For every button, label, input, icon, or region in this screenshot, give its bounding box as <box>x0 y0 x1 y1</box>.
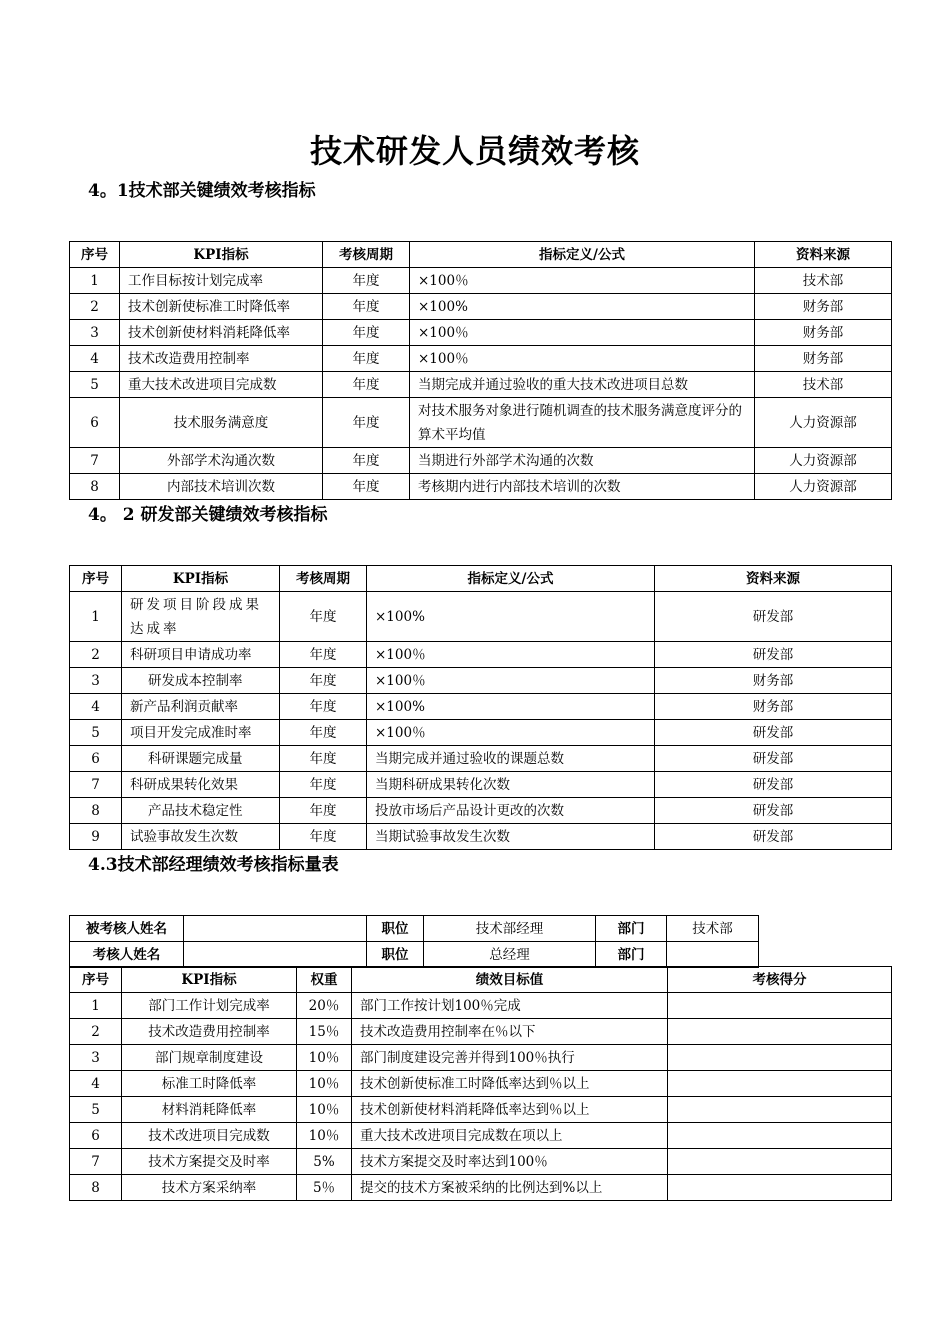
cell-score <box>668 1175 892 1201</box>
cell-index: 2 <box>70 1019 122 1045</box>
cell-kpi: 科研项目申请成功率 <box>122 642 280 668</box>
cell-index: 8 <box>70 474 120 500</box>
cell-score <box>668 1149 892 1175</box>
col-header-target: 绩效目标值 <box>352 967 668 993</box>
table-row <box>70 1019 892 1045</box>
cell-weight: 10％ <box>297 1071 352 1097</box>
cell-index: 5 <box>70 720 122 746</box>
cell-source: 财务部 <box>755 346 892 372</box>
cell-index: 9 <box>70 824 122 850</box>
cell-kpi: 工作目标按计划完成率 <box>120 268 323 294</box>
cell-kpi: 技术改造费用控制率 <box>122 1019 297 1045</box>
cell-source: 人力资源部 <box>755 398 892 448</box>
cell-period: 年度 <box>280 668 367 694</box>
cell-score <box>668 1019 892 1045</box>
cell-kpi: 材料消耗降低率 <box>122 1097 297 1123</box>
cell-period: 年度 <box>280 720 367 746</box>
cell-target: 技术方案提交及时率达到100％ <box>352 1149 668 1175</box>
cell-definition: ×100％ <box>367 720 655 746</box>
table-row <box>70 320 892 346</box>
cell-score <box>668 1123 892 1149</box>
col-header-kpi: KPI指标 <box>122 967 297 993</box>
assessee-position-value: 技术部经理 <box>424 916 596 942</box>
cell-definition: ×100％ <box>367 668 655 694</box>
cell-kpi: 新产品利润贡献率 <box>122 694 280 720</box>
cell-index: 4 <box>70 1071 122 1097</box>
assessor-name-value <box>184 942 367 968</box>
cell-period: 年度 <box>280 824 367 850</box>
table-row <box>70 772 892 798</box>
cell-index: 3 <box>70 1045 122 1071</box>
cell-period: 年度 <box>323 346 410 372</box>
col-header-kpi: KPI指标 <box>122 566 280 592</box>
table-row <box>70 474 892 500</box>
assessee-row <box>70 916 759 942</box>
cell-target: 技术创新使标准工时降低率达到％以上 <box>352 1071 668 1097</box>
cell-index: 6 <box>70 746 122 772</box>
cell-definition: ×100％ <box>367 642 655 668</box>
cell-target: 技术改造费用控制率在％以下 <box>352 1019 668 1045</box>
cell-index: 6 <box>70 1123 122 1149</box>
col-header-definition: 指标定义/公式 <box>410 242 755 268</box>
cell-index: 1 <box>70 592 122 642</box>
cell-kpi: 外部学术沟通次数 <box>120 448 323 474</box>
assessor-name-label: 考核人姓名 <box>70 942 184 968</box>
cell-index: 7 <box>70 1149 122 1175</box>
section-1-heading: 4。1技术部关键绩效考核指标 <box>88 181 316 201</box>
cell-weight: 10％ <box>297 1123 352 1149</box>
table-row <box>70 448 892 474</box>
cell-kpi: 技术方案提交及时率 <box>122 1149 297 1175</box>
cell-kpi: 技术创新使标准工时降低率 <box>120 294 323 320</box>
col-header-period: 考核周期 <box>280 566 367 592</box>
table-row <box>70 1071 892 1097</box>
col-header-definition: 指标定义/公式 <box>367 566 655 592</box>
assessor-row <box>70 942 759 968</box>
cell-index: 3 <box>70 668 122 694</box>
cell-index: 4 <box>70 346 120 372</box>
cell-kpi: 内部技术培训次数 <box>120 474 323 500</box>
cell-source: 财务部 <box>755 320 892 346</box>
cell-source: 研发部 <box>655 772 892 798</box>
cell-kpi: 产品技术稳定性 <box>122 798 280 824</box>
table-row <box>70 1149 892 1175</box>
cell-source: 人力资源部 <box>755 448 892 474</box>
cell-kpi: 研发成本控制率 <box>122 668 280 694</box>
cell-source: 研发部 <box>655 798 892 824</box>
col-header-score: 考核得分 <box>668 967 892 993</box>
assessor-position-label: 职位 <box>367 942 424 968</box>
cell-definition: 对技术服务对象进行随机调查的技术服务满意度评分的算术平均值 <box>410 398 755 448</box>
cell-index: 6 <box>70 398 120 448</box>
cell-definition: 当期科研成果转化次数 <box>367 772 655 798</box>
assessee-name-value <box>184 916 367 942</box>
cell-period: 年度 <box>280 642 367 668</box>
cell-target: 提交的技术方案被采纳的比例达到%以上 <box>352 1175 668 1201</box>
cell-kpi: 技术服务满意度 <box>120 398 323 448</box>
cell-index: 3 <box>70 320 120 346</box>
cell-definition: ×100% <box>367 592 655 642</box>
cell-definition: 当期试验事故发生次数 <box>367 824 655 850</box>
cell-source: 技术部 <box>755 268 892 294</box>
section-3-heading: 4.3技术部经理绩效考核指标量表 <box>88 855 339 875</box>
cell-weight: 20％ <box>297 993 352 1019</box>
cell-weight: 5％ <box>297 1175 352 1201</box>
col-header-period: 考核周期 <box>323 242 410 268</box>
cell-index: 5 <box>70 1097 122 1123</box>
cell-index: 8 <box>70 1175 122 1201</box>
cell-kpi: 重大技术改进项目完成数 <box>120 372 323 398</box>
cell-source: 研发部 <box>655 746 892 772</box>
cell-kpi: 技术创新使材料消耗降低率 <box>120 320 323 346</box>
cell-source: 技术部 <box>755 372 892 398</box>
cell-kpi: 技术改进项目完成数 <box>122 1123 297 1149</box>
table-header-row <box>70 967 892 993</box>
cell-period: 年度 <box>280 798 367 824</box>
cell-definition: 考核期内进行内部技术培训的次数 <box>410 474 755 500</box>
cell-period: 年度 <box>323 448 410 474</box>
cell-period: 年度 <box>323 398 410 448</box>
cell-index: 2 <box>70 294 120 320</box>
col-header-weight: 权重 <box>297 967 352 993</box>
cell-score <box>668 1045 892 1071</box>
cell-target: 重大技术改进项目完成数在项以上 <box>352 1123 668 1149</box>
kpi-table-tech-manager <box>69 966 892 1201</box>
section-2-heading: 4。 2 研发部关键绩效考核指标 <box>88 505 328 525</box>
cell-index: 4 <box>70 694 122 720</box>
table-row <box>70 268 892 294</box>
cell-source: 研发部 <box>655 642 892 668</box>
cell-kpi: 部门工作计划完成率 <box>122 993 297 1019</box>
cell-period: 年度 <box>323 372 410 398</box>
table-row <box>70 694 892 720</box>
table-row <box>70 746 892 772</box>
table-row <box>70 1045 892 1071</box>
cell-period: 年度 <box>280 772 367 798</box>
cell-weight: 15％ <box>297 1019 352 1045</box>
cell-definition: ×100％ <box>410 320 755 346</box>
assessor-dept-label: 部门 <box>596 942 667 968</box>
cell-kpi: 标准工时降低率 <box>122 1071 297 1097</box>
cell-index: 2 <box>70 642 122 668</box>
assessee-position-label: 职位 <box>367 916 424 942</box>
cell-period: 年度 <box>280 694 367 720</box>
cell-score <box>668 993 892 1019</box>
assessee-name-label: 被考核人姓名 <box>70 916 184 942</box>
cell-definition: ×100％ <box>410 268 755 294</box>
cell-source: 研发部 <box>655 720 892 746</box>
kpi-table-tech-dept <box>69 241 892 500</box>
table-row <box>70 720 892 746</box>
cell-source: 研发部 <box>655 824 892 850</box>
cell-period: 年度 <box>323 268 410 294</box>
table-row <box>70 1123 892 1149</box>
assessor-dept-value <box>667 942 759 968</box>
col-header-source: 资料来源 <box>755 242 892 268</box>
cell-kpi: 试验事故发生次数 <box>122 824 280 850</box>
cell-definition: 投放市场后产品设计更改的次数 <box>367 798 655 824</box>
cell-period: 年度 <box>280 592 367 642</box>
cell-period: 年度 <box>323 474 410 500</box>
cell-source: 财务部 <box>655 668 892 694</box>
cell-kpi: 技术方案采纳率 <box>122 1175 297 1201</box>
cell-kpi: 科研课题完成量 <box>122 746 280 772</box>
cell-score <box>668 1097 892 1123</box>
table-row <box>70 798 892 824</box>
assessee-dept-label: 部门 <box>596 916 667 942</box>
cell-target: 部门制度建设完善并得到100％执行 <box>352 1045 668 1071</box>
cell-index: 1 <box>70 993 122 1019</box>
cell-period: 年度 <box>323 294 410 320</box>
cell-kpi: 部门规章制度建设 <box>122 1045 297 1071</box>
cell-index: 7 <box>70 448 120 474</box>
cell-target: 技术创新使材料消耗降低率达到％以上 <box>352 1097 668 1123</box>
cell-definition: 当期完成并通过验收的重大技术改进项目总数 <box>410 372 755 398</box>
table-row <box>70 346 892 372</box>
cell-definition: ×100% <box>367 694 655 720</box>
col-header-index: 序号 <box>70 967 122 993</box>
table-row <box>70 824 892 850</box>
cell-index: 7 <box>70 772 122 798</box>
cell-index: 5 <box>70 372 120 398</box>
cell-kpi: 科研成果转化效果 <box>122 772 280 798</box>
table-row <box>70 1097 892 1123</box>
cell-weight: 5% <box>297 1149 352 1175</box>
cell-index: 1 <box>70 268 120 294</box>
kpi-table-rd-dept <box>69 565 892 850</box>
assessee-info-table <box>69 915 759 968</box>
cell-kpi: 研发项目阶段成果达成率 <box>122 592 280 642</box>
cell-kpi: 项目开发完成准时率 <box>122 720 280 746</box>
table-row <box>70 294 892 320</box>
cell-source: 人力资源部 <box>755 474 892 500</box>
table-header-row <box>70 566 892 592</box>
col-header-index: 序号 <box>70 242 120 268</box>
cell-target: 部门工作按计划100％完成 <box>352 993 668 1019</box>
col-header-index: 序号 <box>70 566 122 592</box>
cell-definition: 当期完成并通过验收的课题总数 <box>367 746 655 772</box>
cell-index: 8 <box>70 798 122 824</box>
cell-source: 财务部 <box>755 294 892 320</box>
table-row <box>70 642 892 668</box>
table-row <box>70 592 892 642</box>
page-title: 技术研发人员绩效考核 <box>309 132 640 170</box>
col-header-kpi: KPI指标 <box>120 242 323 268</box>
cell-source: 研发部 <box>655 592 892 642</box>
assessor-position-value: 总经理 <box>424 942 596 968</box>
cell-weight: 10％ <box>297 1045 352 1071</box>
cell-weight: 10％ <box>297 1097 352 1123</box>
cell-source: 财务部 <box>655 694 892 720</box>
cell-definition: ×100% <box>410 294 755 320</box>
table-header-row <box>70 242 892 268</box>
table-row <box>70 1175 892 1201</box>
assessee-dept-value: 技术部 <box>667 916 759 942</box>
cell-period: 年度 <box>323 320 410 346</box>
table-row <box>70 398 892 448</box>
col-header-source: 资料来源 <box>655 566 892 592</box>
cell-period: 年度 <box>280 746 367 772</box>
cell-definition: ×100％ <box>410 346 755 372</box>
table-row <box>70 668 892 694</box>
cell-score <box>668 1071 892 1097</box>
table-row <box>70 372 892 398</box>
table-row <box>70 993 892 1019</box>
cell-definition: 当期进行外部学术沟通的次数 <box>410 448 755 474</box>
cell-kpi: 技术改造费用控制率 <box>120 346 323 372</box>
